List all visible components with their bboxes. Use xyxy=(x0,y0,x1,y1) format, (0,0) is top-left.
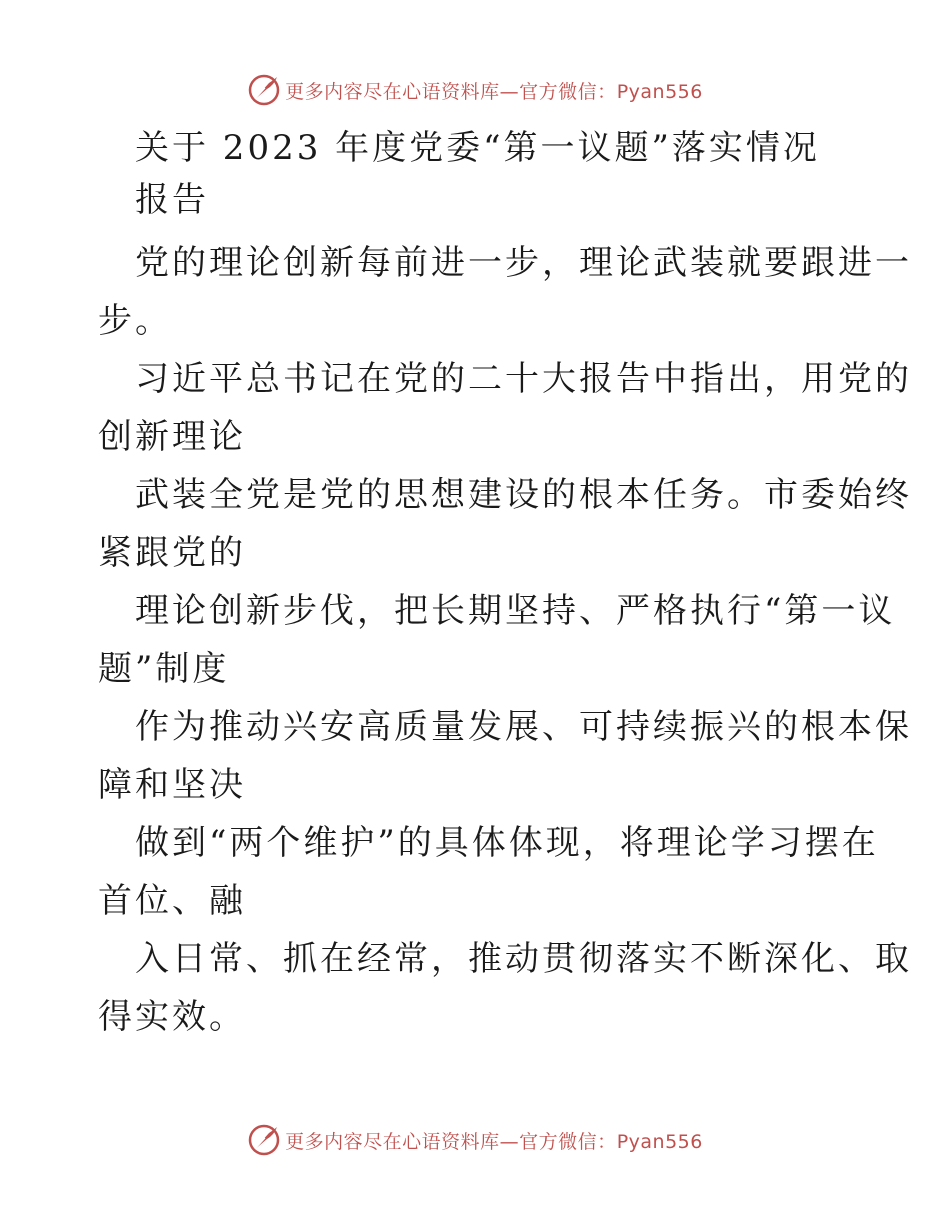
paragraph-line: 理论创新步伐，把长期坚持、严格执行“第一议 xyxy=(135,591,896,631)
header-wechat-account: Pyan556 xyxy=(616,80,703,103)
document-body xyxy=(98,122,912,1046)
paragraph-line: 做到“两个维护”的具体体现，将理论学习摆在 xyxy=(135,823,879,863)
feather-pen-logo-icon xyxy=(247,1123,281,1157)
footer-banner xyxy=(0,1120,950,1160)
paragraph-line: 创新理论 xyxy=(98,417,246,457)
document-title-line-2: 报告 xyxy=(135,180,209,220)
paragraph-line: 武装全党是党的思想建设的根本任务。市委始终 xyxy=(135,475,912,515)
paragraph-line: 紧跟党的 xyxy=(98,533,246,573)
header-banner-sep: —官方微信： xyxy=(499,80,617,103)
document-title-line-1: 关于 2023 年度党委“第一议题”落实情况 xyxy=(135,128,820,168)
paragraph-line: 习近平总书记在党的二十大报告中指出，用党的 xyxy=(135,359,912,399)
footer-wechat-account: Pyan556 xyxy=(616,1130,703,1153)
header-banner xyxy=(0,70,950,110)
paragraph-line: 得实效。 xyxy=(98,997,246,1037)
paragraph-line: 首位、融 xyxy=(98,881,246,921)
paragraph-line: 障和坚决 xyxy=(98,765,246,805)
header-banner-text xyxy=(285,77,703,104)
header-banner-main: 更多内容尽在心语资料库 xyxy=(285,80,500,103)
feather-pen-logo-icon xyxy=(247,73,281,107)
paragraph-line: 题”制度 xyxy=(98,649,230,689)
paragraph-line: 作为推动兴安高质量发展、可持续振兴的根本保 xyxy=(135,707,912,747)
paragraph-line: 入日常、抓在经常，推动贯彻落实不断深化、取 xyxy=(135,939,912,979)
footer-banner-sep: —官方微信： xyxy=(499,1130,617,1153)
paragraph-line: 党的理论创新每前进一步，理论武装就要跟进一 xyxy=(135,243,912,283)
footer-banner-text xyxy=(285,1127,703,1154)
footer-banner-main: 更多内容尽在心语资料库 xyxy=(285,1130,500,1153)
paragraph-line: 步。 xyxy=(98,301,172,341)
